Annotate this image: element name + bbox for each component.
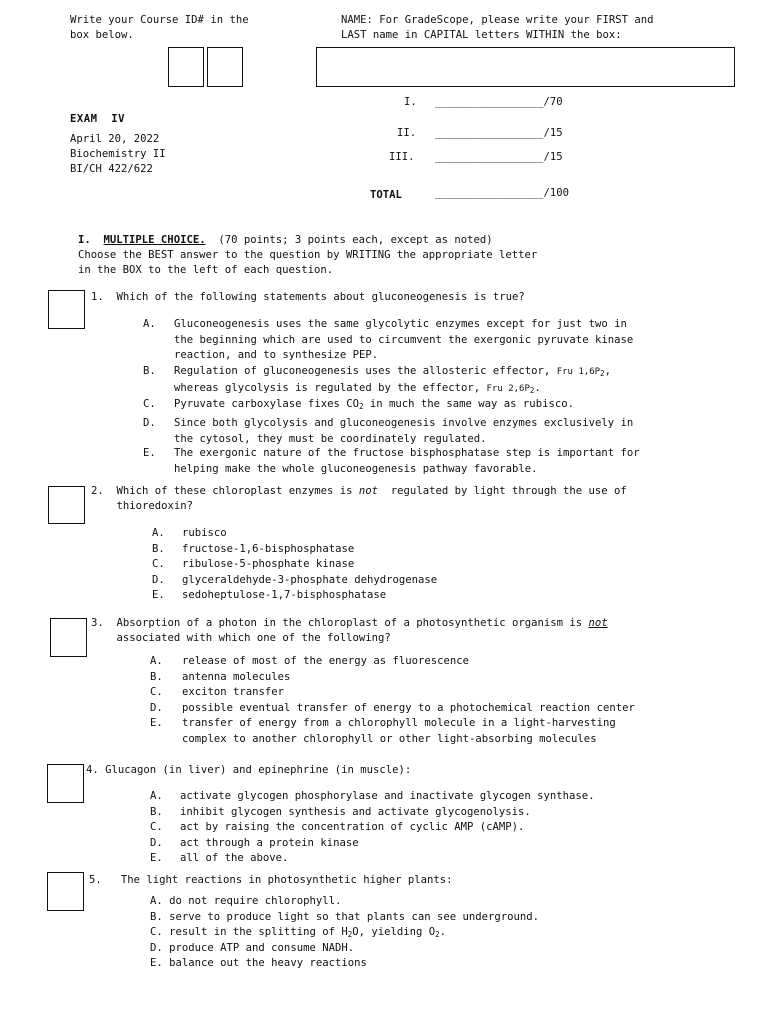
q4-options [150, 789, 710, 869]
answer-box-q2[interactable] [48, 486, 85, 524]
q5-option-b: B. serve to produce light so that plants can see underground. [150, 910, 540, 923]
option-letter: E. [150, 717, 163, 729]
total-label: TOTAL [370, 189, 402, 201]
q4-option-d: act through a protein kinase [180, 836, 359, 849]
score-line-1: _________________/70 [435, 96, 563, 108]
q3-option-e: transfer of energy from a chlorophyll molecule in a light-harvesting complex to another chlorophyll or other light-absorbing molecules [182, 717, 616, 745]
score-line-3: _________________/15 [435, 151, 563, 163]
section-instruction-1: Choose the BEST answer to the question by WRITING the appropriate letter [78, 249, 538, 261]
option-letter: B. [150, 805, 163, 818]
q1-option-d: Since both glycolysis and gluconeogenesis involve enzymes exclusively in the cytosol, they must be coordinately regulated. [174, 417, 634, 445]
q5-option-d: D. produce ATP and consume NADH. [150, 941, 355, 954]
name-instruction: NAME: For GradeScope, please write your FIRST and LAST name in CAPITAL letters WITHIN the box: [341, 14, 654, 41]
q1-options [143, 317, 733, 477]
score-label-3: III. [389, 151, 415, 163]
course-id-box-2[interactable] [207, 47, 243, 87]
question-3: 3. Absorption of a photon in the chloroplast of a photosynthetic organism is not associated with which one of the following? [91, 617, 608, 644]
option-letter: B. [150, 670, 163, 683]
option-letter: C. [150, 821, 163, 833]
q1-option-b: Regulation of gluconeogenesis uses the allosteric effector, Fru $1,6P_2$, whereas glycolysis is regulated by the effector, Fru $2,6P_2$. [174, 365, 611, 395]
answer-box-q5[interactable] [47, 872, 84, 911]
total-line: _________________/100 [435, 187, 569, 199]
q2-option-e: sedoheptulose-1,7-bisphosphatase [182, 589, 387, 601]
course-id-instruction: Write your Course ID# in the box below. [70, 14, 249, 41]
option-letter: D. [150, 701, 163, 714]
option-letter: D. [150, 836, 163, 849]
q4-option-c: act by raising the concentration of cyclic AMP (cAMP). [180, 821, 525, 833]
option-letter: D. [152, 573, 165, 586]
question-5: 5. The light reactions in photosynthetic higher plants: [89, 874, 453, 886]
q5-option-a: A. do not require chlorophyll. [150, 895, 342, 907]
option-letter: B. [152, 542, 165, 555]
exam-date: April 20, 2022 [70, 133, 160, 145]
q5-option-c: C. result in the splitting of $H_2O$, yielding $O_2$. [150, 926, 447, 939]
exam-course: Biochemistry II [70, 148, 166, 160]
answer-box-q1[interactable] [48, 290, 85, 329]
answer-box-q4[interactable] [47, 764, 84, 803]
exam-title: EXAM IV [70, 113, 126, 125]
score-line-2: _________________/15 [435, 127, 563, 139]
q1-option-c: Pyruvate carboxylase fixes $CO_2$ in much the same way as rubisco. [174, 398, 574, 411]
name-box[interactable] [316, 47, 735, 87]
q2-option-b: fructose-1,6-bisphosphatase [182, 542, 355, 555]
option-letter: A. [152, 527, 165, 539]
q2-option-d: glyceraldehyde-3-phosphate dehydrogenase [182, 573, 438, 586]
q3-option-c: exciton transfer [182, 686, 285, 698]
option-letter: A. [150, 655, 163, 667]
q2-option-a: rubisco [182, 527, 227, 539]
option-letter: E. [152, 589, 165, 601]
option-letter: A. [150, 790, 163, 802]
q3-option-a: release of most of the energy as fluorescence [182, 655, 470, 667]
score-label-1: I. [404, 96, 417, 108]
option-letter: C. [152, 558, 165, 570]
q3-options [150, 654, 730, 749]
exam-code: BI/CH 422/622 [70, 163, 153, 175]
section-header: I. MULTIPLE CHOICE. (70 points; 3 points each, except as noted) [78, 234, 493, 246]
q2-options [152, 526, 552, 606]
q4-option-a: activate glycogen phosphorylase and inactivate glycogen synthase. [180, 790, 595, 802]
q5-option-e: E. balance out the heavy reactions [150, 957, 367, 969]
section-instruction-2: in the BOX to the left of each question. [78, 264, 334, 276]
q4-option-e: all of the above. [180, 852, 289, 864]
score-label-2: II. [397, 127, 417, 139]
course-id-box-1[interactable] [168, 47, 204, 87]
q2-option-c: ribulose-5-phosphate kinase [182, 558, 355, 570]
option-letter: A. [143, 318, 156, 330]
option-letter: E. [150, 852, 163, 864]
question-4: 4. Glucagon (in liver) and epinephrine (in muscle): [86, 764, 412, 776]
q1-option-a: Gluconeogenesis uses the same glycolytic enzymes except for just two in the beginning which are used to circumvent the exergonic pyruvate kinase reaction, and to synthesize PEP. [174, 318, 634, 361]
option-letter: D. [143, 417, 156, 429]
question-2: 2. Which of these chloroplast enzymes is not regulated by light through the use of thioredoxin? [91, 485, 627, 512]
option-letter: C. [150, 686, 163, 698]
option-letter: E. [143, 447, 156, 459]
q3-option-b: antenna molecules [182, 670, 291, 683]
q3-option-d: possible eventual transfer of energy to a photochemical reaction center [182, 701, 635, 714]
q5-options [150, 894, 650, 974]
q4-option-b: inhibit glycogen synthesis and activate glycogenolysis. [180, 805, 531, 818]
question-1: 1. Which of the following statements about gluconeogenesis is true? [91, 291, 525, 303]
q1-option-e: The exergonic nature of the fructose bisphosphatase step is important for helping make the whole gluconeogenesis pathway favorable. [174, 447, 640, 475]
answer-box-q3[interactable] [50, 618, 87, 657]
option-letter: C. [143, 398, 156, 410]
option-letter: B. [143, 365, 156, 377]
